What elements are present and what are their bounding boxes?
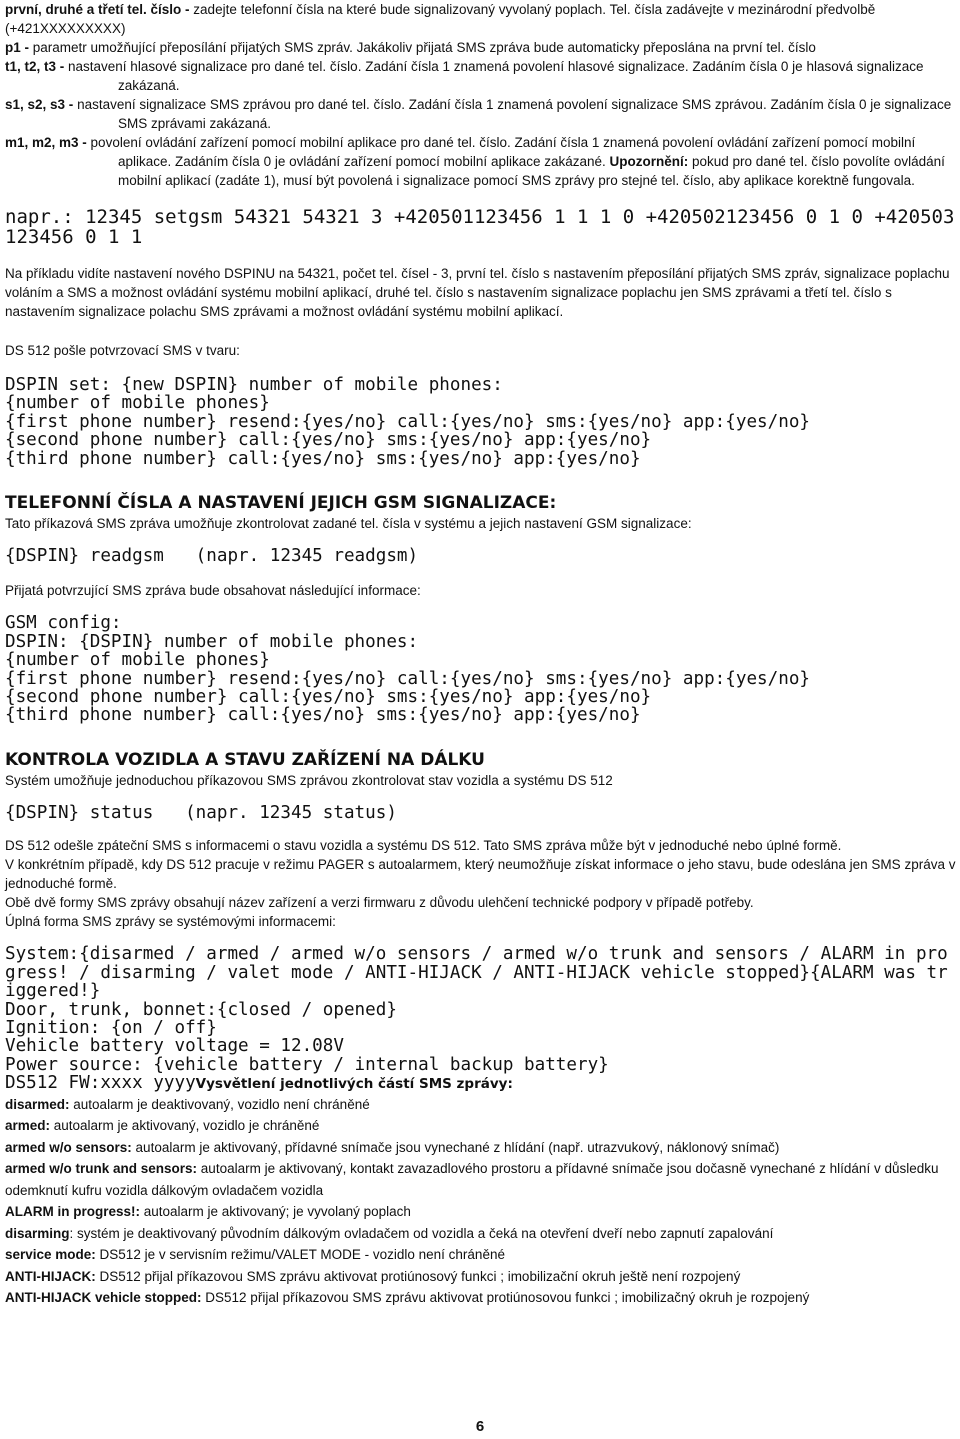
code-line: Power source: {vehicle battery / internal backup battery} [5,1054,609,1075]
definition-item [5,1201,957,1223]
intro-m [5,133,957,190]
intro-t [5,57,957,95]
intro-phone-numbers [5,0,957,38]
term: ANTI-HIJACK vehicle stopped: [5,1290,202,1306]
text: povolení ovládání zařízení pomocí mobilní aplikace pro dané tel. číslo. Zadání čísla 1 znamená povolení ovládání zařízení pomocí mobilní aplikace. Zadáním čísla 0 je ovládání zařízení pomocí mobilní aplikace zakázané. [86,135,916,169]
text: pokud pro dané tel. číslo povolíte ovládání mobilní aplikací (zadáte 1), musí být povolená i signalizace pomocí SMS zprávy pro stejné tel. číslo, aby aplikace korektně fungovala. [118,154,945,188]
definition-item [5,1266,957,1288]
term: service mode: [5,1247,96,1263]
explain-title: Vysvětlení jednotlivých částí SMS zprávy: [195,1076,513,1093]
code-line: {number of mobile phones} [5,650,270,671]
intro-s [5,95,957,133]
status-paragraph: Úplná forma SMS zprávy se systémovými informacemi: [5,914,336,930]
code-line: Ignition: {on / off} [5,1017,217,1038]
example-description: Na příkladu vidíte nastavení nového DSPINU na 54321, počet tel. čísel - 3, první tel. číslo s nastavením přeposílání přijatých SMS zpráv, signalizace poplachu voláním a SMS a možnost ovládání systému mobilní aplikací, druhé tel. číslo s nastavením signalizace poplachu jen SMS zprávami a třetí tel. číslo s nastavením signalizace polachu SMS zprávami a možnost ovládání systému mobilní aplikací. [5,266,950,319]
text: DS512 přijal příkazovou SMS zprávu aktivovat protiúnosový funkci ; imobilizační okruh ještě není rozpojený [95,1268,741,1284]
readgsm-command: {DSPIN} readgsm (napr. 12345 readgsm) [5,546,419,567]
definition-item [5,1223,957,1245]
term: m1, m2, m3 - [5,135,87,150]
text: autoalarm je aktivovaný, vozidlo je chráněné [50,1118,320,1134]
code-line: {number of mobile phones} [5,393,270,414]
page-number: 6 [475,1418,485,1435]
text: : systém je deaktivovaný původním dálkovým ovladačem od vozidla a čeká na otevření dveří nebo zapnutí zapalování [69,1225,774,1241]
reply-intro: Přijatá potvrzující SMS zpráva bude obsahovat následující informace: [5,583,421,599]
definition-item [5,1287,957,1309]
definition-item [5,1094,957,1116]
text: DS512 je v servisním režimu/VALET MODE - vozidlo není chráněné [95,1247,505,1263]
definitions-list [5,1094,957,1309]
warning-label: Upozornění: [609,154,689,169]
term: ALARM in progress!: [5,1204,140,1220]
section-text: Tato příkazová SMS zpráva umožňuje zkontrolovat zadané tel. čísla v systému a jejich nastavení GSM signalizace: [5,516,692,532]
term: první, druhé a třetí tel. číslo - [5,2,190,17]
fw-text: DS512 FW:xxxx yyyy [5,1073,196,1094]
code-line: {second phone number} call:{yes/no} sms:{yes/no} app:{yes/no} [5,687,652,708]
code-line: DSPIN set: {new DSPIN} number of mobile phones: [5,375,503,395]
code-line: {third phone number} call:{yes/no} sms:{yes/no} app:{yes/no} [5,705,641,726]
text: parametr umožňující přeposílání přijatých SMS zpráv. Jakákoliv přijatá SMS zpráva bude automaticky přeposlána na první tel. číslo [29,40,816,55]
definition-item [5,1244,957,1266]
text: nastavení signalizace SMS zprávou pro dané tel. číslo. Zadání čísla 1 znamená povolení signalizace SMS zprávou. Zadáním čísla 0 je signalizace SMS zprávami zakázaná. [73,97,952,131]
term: p1 - [5,40,30,55]
term: disarmed: [5,1096,70,1112]
intro-p1 [5,38,957,57]
section-title-status: KONTROLA VOZIDLA A STAVU ZAŘÍZENÍ NA DÁLKU [5,749,485,770]
text: zadejte telefonní čísla na které bude signalizovaný vyvolaný poplach. Tel. čísla zadávejte v mezinárodní předvolbě (+421XXXXXXXXX) [5,2,876,36]
term: disarming [5,1225,70,1241]
text: nastavení hlasové signalizace pro dané tel. číslo. Zadání čísla 1 znamená povolení hlasové signalizace. Zadáním čísla 0 je hlasová signalizace zakázaná. [64,59,924,93]
term: t1, t2, t3 - [5,59,65,74]
definition-item [5,1137,957,1159]
status-paragraph: Obě dvě formy SMS zprávy obsahují název zařízení a verzi firmwaru z důvodu ulehčení technické podpory v případě potřeby. [5,895,754,911]
status-paragraph: V konkrétním případě, kdy DS 512 pracuje v režimu PAGER s autoalarmem, který neumožňuje získat informace o jeho stavu, bude odeslána jen SMS zpráva v jednoduché formě. [5,857,956,892]
code-line: System:{disarmed / armed / armed w/o sensors / armed w/o trunk and sensors / ALARM in progress! / disarming / valet mode / ANTI-HIJACK / ANTI-HIJACK vehicle stopped}{ALARM was triggered!} [5,944,948,1002]
text: autoalarm je aktivovaný; je vyvolaný poplach [140,1204,411,1220]
code-line: {second phone number} call:{yes/no} sms:{yes/no} app:{yes/no} [5,430,652,451]
text: DS512 přijal příkazovou SMS zprávu aktivovat protiúnosovou funkci ; imobilizačný okruh je rozpojený [201,1290,810,1306]
section-text: Systém umožňuje jednoduchou příkazovou SMS zprávou zkontrolovat stav vozidla a systému DS 512 [5,772,613,788]
term: armed w/o trunk and sensors: [5,1161,198,1177]
confirm-intro: DS 512 pošle potvrzovací SMS v tvaru: [5,343,240,358]
definition-item [5,1115,957,1137]
code-line: {third phone number} call:{yes/no} sms:{yes/no} app:{yes/no} [5,448,641,469]
text: autoalarm je aktivovaný, kontakt zavazadlového prostoru a přídavné snímače jsou dočasně vynechané z hlídání v důsledku odemknutí kufru vozidla dálkovým ovladačem vozidla [5,1161,939,1198]
section-title-gsm: TELEFONNÍ ČÍSLA A NASTAVENÍ JEJICH GSM SIGNALIZACE: [5,493,557,514]
status-block [5,945,957,1093]
code-line: Vehicle battery voltage = 12.08V [5,1036,344,1057]
code-line: Door, trunk, bonnet:{closed / opened} [5,999,397,1020]
document-page [5,0,957,1309]
text: autoalarm je aktivovaný, přídavné snímače jsou vynechané z hlídání (např. utrazvukový, náklonový snímač) [131,1139,780,1155]
term: armed: [5,1118,51,1134]
status-paragraph: DS 512 odešle zpáteční SMS s informacemi o stavu vozidla a systému DS 512. Tato SMS zpráva může být v jednoduché nebo úplné formě. [5,838,842,854]
code-line: GSM config: [5,613,122,634]
term: ANTI-HIJACK: [5,1268,96,1284]
term: armed w/o sensors: [5,1139,132,1155]
code-line: {first phone number} resend:{yes/no} call:{yes/no} sms:{yes/no} app:{yes/no} [5,668,811,689]
status-command: {DSPIN} status (napr. 12345 status) [5,802,397,823]
code-line: DSPIN: {DSPIN} number of mobile phones: [5,631,419,652]
text: autoalarm je deaktivovaný, vozidlo není chráněné [69,1096,370,1112]
confirm-block [5,376,957,468]
code-line: {first phone number} resend:{yes/no} call:{yes/no} sms:{yes/no} app:{yes/no} [5,411,811,432]
fw-line [5,1074,957,1093]
reply-block [5,614,957,724]
definition-item [5,1158,957,1201]
term: s1, s2, s3 - [5,97,74,112]
example-command: napr.: 12345 setgsm 54321 54321 3 +420501123456 1 1 1 0 +420502123456 0 1 0 +420503123456 0 1 1 [5,206,955,248]
